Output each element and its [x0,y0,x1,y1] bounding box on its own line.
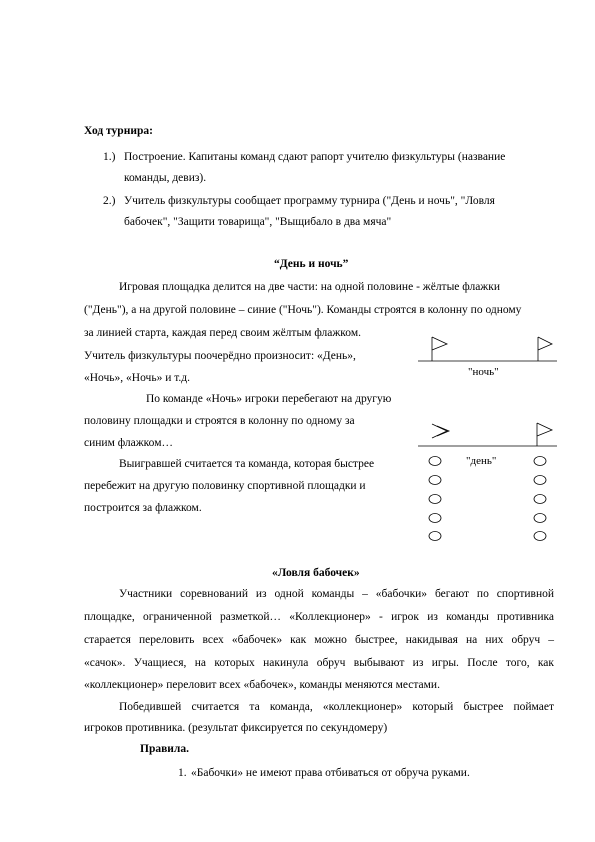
paragraph-line: «Ночь», «Ночь» и т.д. [84,372,190,384]
list-number: 1. [178,767,187,779]
paragraph-line: перебежит на другую половинку спортивной площадки и [84,480,366,492]
section-heading: Ход турнира: [84,125,153,137]
player-icon [429,514,441,523]
player-icon [534,495,546,504]
paragraph-line: Учитель физкультуры поочерёдно произносит: «День», [84,350,356,362]
game-title: “День и ночь” [274,258,349,270]
list-item-text: «Бабочки» не имеют права отбиваться от обруча руками. [191,767,470,779]
list-item-text: команды, девиз). [124,172,207,184]
paragraph-line: «коллекционер» переловит всех «бабочек», команды меняются местами. [84,679,440,691]
player-icon [534,514,546,523]
paragraph-line: Победившей считается та команда, «коллекционер» который быстрее поймает [119,701,554,713]
player-icon [429,495,441,504]
list-number: 2.) [103,195,116,207]
paragraph-line: синим флажком… [84,437,173,449]
paragraph-line: игроков противника. (результат фиксируется по секундомеру) [84,722,388,734]
player-icon [534,457,546,466]
list-item-text: Учитель физкультуры сообщает программу турнира ("День и ночь", "Ловля [124,195,495,207]
paragraph-line: Участники соревнований из одной команды – «бабочки» бегают по спортивной [119,588,554,600]
list-item-text: бабочек", "Защити товарища", "Выщибало в два мяча" [124,216,392,228]
paragraph-line: Выигравшей считается та команда, которая быстрее [119,458,375,470]
paragraph-line: за линией старта, каждая перед своим жёлтым флажком. [84,327,361,339]
player-icon [429,457,441,466]
paragraph-line: ("День"), а на другой половине – синие ("Ночь"). Команды строятся в колонну по одному [84,304,522,316]
diagram-label: "ночь" [468,366,499,378]
diagram-label: "день" [466,455,497,467]
paragraph-line: построится за флажком. [84,502,202,514]
paragraph-line: Игровая площадка делится на две части: на одной половине - жёлтые флажки [119,281,500,293]
player-icon [534,532,546,541]
rules-heading: Правила. [140,743,190,755]
paragraph-line: «сачок». Учащиеся, на которых накинула обруч выбывают из игры. После того, как [84,657,554,669]
player-icon [534,476,546,485]
player-icon [429,532,441,541]
game-title: «Ловля бабочек» [272,567,360,579]
paragraph-line: площадке, ограниченной разметкой… «Коллекционер» - игрок из команды противника [84,611,554,623]
paragraph-line: По команде «Ночь» игроки перебегают на другую [146,393,392,405]
player-icon [429,476,441,485]
flag-icon [537,423,552,446]
list-item-text: Построение. Капитаны команд сдают рапорт учителю физкультуры (название [124,151,506,163]
flag-icon [538,337,552,361]
paragraph-line: старается переловить всех «бабочек» как можно быстрее, накидывая на них обруч – [84,634,554,646]
flag-icon [432,424,449,438]
flag-icon [432,337,447,361]
list-number: 1.) [103,151,116,163]
paragraph-line: половину площадки и строятся в колонну по одному за [84,415,355,427]
